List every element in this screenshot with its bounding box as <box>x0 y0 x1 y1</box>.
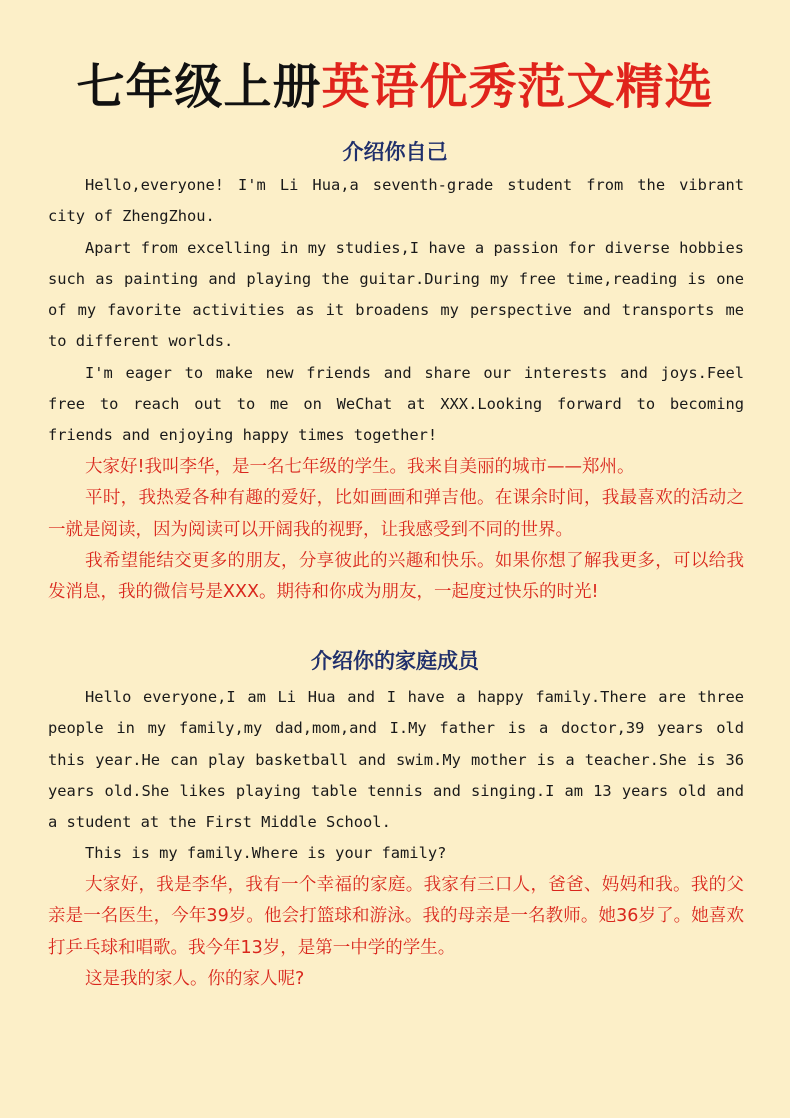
main-title-red: 英语优秀范文精选 <box>321 59 714 115</box>
section-heading-introduce-yourself: 介绍你自己 <box>342 139 448 164</box>
section2-chinese-paragraph-2: 这是我的家人。你的家人呢? <box>85 968 305 989</box>
main-title <box>0 52 790 122</box>
section2-chinese-text <box>48 870 744 995</box>
section2-english-paragraph-2: This is my family.Where is your family? <box>85 844 447 863</box>
section-heading-family-members: 介绍你的家庭成员 <box>311 648 479 673</box>
section1-chinese-paragraph-3: 我希望能结交更多的朋友，分享彼此的兴趣和快乐。如果你想了解我更多，可以给我发消息，我的微信号是XXX。期待和你成为朋友，一起度过快乐的时光! <box>48 550 744 603</box>
section1-chinese-paragraph-2: 平时，我热爱各种有趣的爱好，比如画画和弹吉他。在课余时间，我最喜欢的活动之一就是阅读，因为阅读可以开阔我的视野，让我感受到不同的世界。 <box>48 488 744 540</box>
section1-english-text <box>48 170 744 452</box>
section1-chinese-text <box>48 452 744 608</box>
main-title-black: 七年级上册 <box>76 59 322 115</box>
section2-chinese-paragraph-1: 大家好，我是李华，我有一个幸福的家庭。我家有三口人，爸爸、妈妈和我。我的父亲是一名医生，今年39岁。他会打篮球和游泳。我的母亲是一名教师。她36岁了。她喜欢打乒乓球和唱歌。我今年13岁，是第一中学的学生。 <box>48 875 744 958</box>
section2-english-text <box>48 682 744 870</box>
section1-english-paragraph-3: I'm eager to make new friends and share our interests and joys.Feel free to reach out to me on WeChat at XXX.Looking forward to becoming friends and enjoying happy times together! <box>48 363 744 445</box>
section1-english-paragraph-1: Hello,everyone! I'm Li Hua,a seventh-grade student from the vibrant city of ZhengZhou. <box>48 176 744 226</box>
section1-chinese-paragraph-1: 大家好!我叫李华，是一名七年级的学生。我来自美丽的城市——郑州。 <box>85 457 635 477</box>
section1-english-paragraph-2: Apart from excelling in my studies,I have a passion for diverse hobbies such as painting and playing the guitar.During my free time,reading is one of my favorite activities as it broadens my perspective and transports me to different worlds. <box>48 238 744 351</box>
section2-english-paragraph-1: Hello everyone,I am Li Hua and I have a happy family.There are three people in my family,my dad,mom,and I.My father is a doctor,39 years old this year.He can play basketball and swim.My mother is a teacher.She is 36 years old.She likes playing table tennis and singing.I am 13 years old and a student at the First Middle School. <box>48 688 744 832</box>
